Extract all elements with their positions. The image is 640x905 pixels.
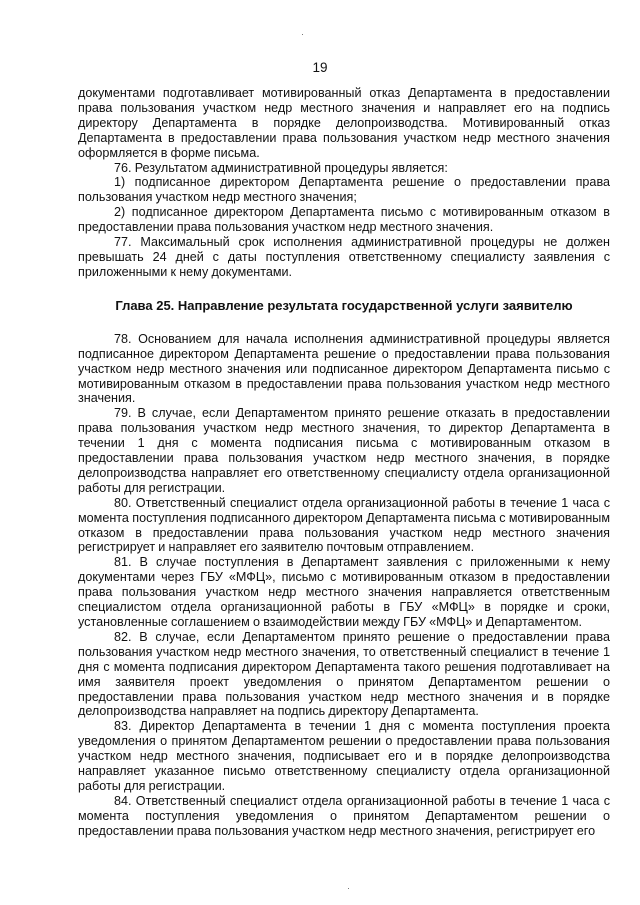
paragraph: документами подготавливает мотивированный отказ Департамента в предоставлении права пользования участком недр местного значения и направляет его на подпись директору Департамента в порядке делопроизводства. Мотивированный отказ Департамента в предоставлении права пользования участком недр местного значения оформляется в форме письма. — [78, 86, 610, 160]
paragraph: 79. В случае, если Департаментом принято решение отказать в предоставлении права пользования участком недр местного значения, то директор Департамента в течении 1 дня с момента подписания письма с мотивированным отказом в предоставлении права пользования участком недр местного значения, в порядке делопроизводства направляет его ответственному специалисту отдела организационной работы для регистрации. — [78, 406, 610, 495]
paragraph: 82. В случае, если Департаментом принято решение о предоставлении права пользования участком недр местного значения, то ответственный специалист в течение 1 дня с момента подписания директором Департамента такого решения подготавливает на имя заявителя проект уведомления о принятом Департаментом решении о предоставлении права пользования участком недр местного значения и в порядке делопроизводства направляет на подпись директору Департамента. — [78, 629, 610, 719]
section-after-heading — [78, 332, 610, 839]
paragraph: 80. Ответственный специалист отдела организационной работы в течение 1 часа с момента поступления подписанного директором Департамента письма с мотивированным отказом в предоставлении права пользования участком недр местного значения регистрирует и направляет его заявителю почтовым отправлением. — [78, 495, 610, 555]
paragraph: 78. Основанием для начала исполнения административной процедуры является подписанное директором Департамента решение о предоставлении права пользования участком недр местного значения или подписанное директором Департамента письмо с мотивированным отказом в предоставлении права пользования участком недр местного значения. — [78, 331, 610, 406]
section-before-heading — [78, 86, 610, 280]
paragraph: 77. Максимальный срок исполнения административной процедуры не должен превышать 24 дней с даты поступления ответственному специалисту заявления с приложенными к нему документами. — [78, 235, 610, 279]
paragraph: 1) подписанное директором Департамента решение о предоставлении права пользования участком недр местного значения; — [78, 175, 610, 205]
paragraph: 84. Ответственный специалист отдела организационной работы в течение 1 часа с момента поступления уведомления о принятом Департаментом решении о предоставлении права пользования участком недр местного значения, регистрирует его — [78, 793, 610, 838]
page-body — [78, 86, 610, 839]
paragraph: 83. Директор Департамента в течении 1 дня с момента поступления проекта уведомления о принятом Департаментом решении о предоставлении права пользования участком недр местного значения, подписывает его и в порядке делопроизводства направляет указанное письмо ответственному специалисту отдела организационной работы для регистрации. — [78, 719, 610, 793]
paragraph: 76. Результатом административной процедуры является: — [114, 160, 448, 175]
page-number: 19 — [312, 60, 328, 75]
scan-speck — [348, 888, 349, 889]
scan-speck — [302, 34, 303, 35]
paragraph: 81. В случае поступления в Департамент заявления с приложенными к нему документами через ГБУ «МФЦ», письмо с мотивированным отказом в предоставлении права пользования участком недр местного значения направляется ответственным специалистом отдела организационной работы в ГБУ «МФЦ» в порядке и сроки, установленные соглашением о взаимодействии между ГБУ «МФЦ» и Департаментом. — [78, 555, 610, 629]
paragraph: 2) подписанное директором Департамента письмо с мотивированным отказом в предоставлении права пользования участком недр местного значения. — [78, 205, 610, 235]
chapter-heading: Глава 25. Направление результата государственной услуги заявителю — [115, 297, 573, 313]
